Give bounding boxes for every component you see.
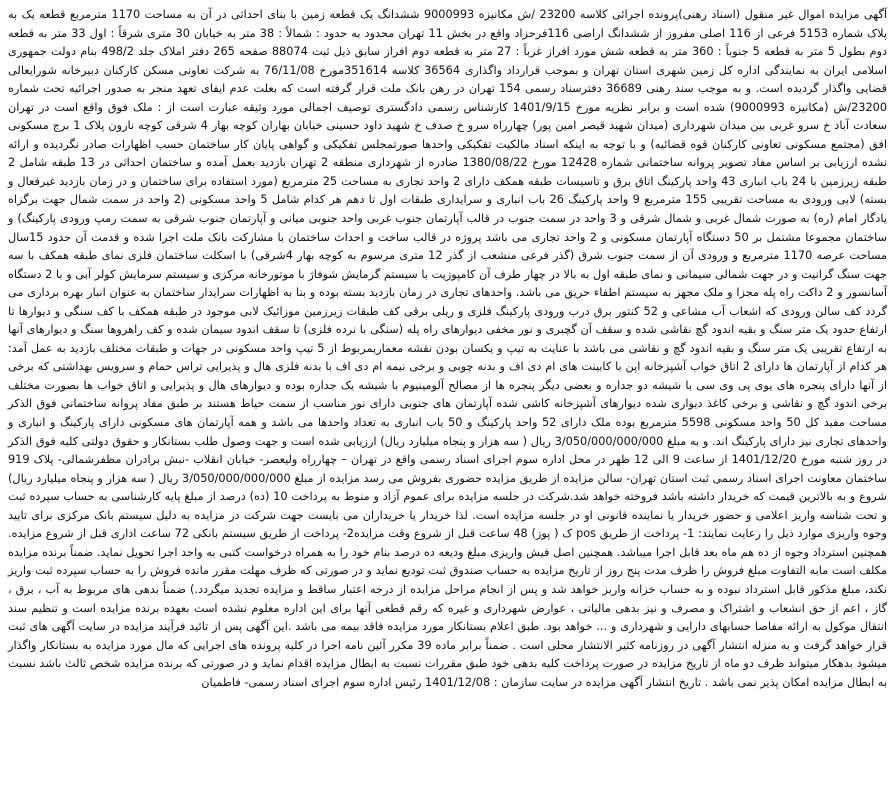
auction-notice-text: آگهی مزایده اموال غیر منقول (اسناد رهنی)پرونده اجرائی کلاسه 23200 /ش مکانیزه 9000993 ششدانگ یک قطعه زمین با بنای احداثی در آن به مساحت 1170 مترمربع قطعه یک به پلاک شماره 5153 فرعی از 116 اصلی مفروز از ششدانگ اراضی 116فرحزاد واقع در بخش 11 تهران محدود به حدود : شمالاً : 38 متر به خیابان 30 متری شرقاً : اول 33 متر به قطعه دوم بطول 5 متر به قطعه 5 جنوباً : 360 متر به قطعه شش مورد افراز غرباً : 27 متر به قطعه دوم افراز سابق ذیل ثبت 88074 صفحه 265 دفتر املاک جلد 498/2 بنام دولت جمهوری اسلامی ایران به نمایندگی اداره کل زمین شهری استان تهران و بموجب قرارداد واگذاری 36564 کلاسه 351614مورخ 76/11/08 به شرکت تعاونی مسکن کارکنان دبیرخانه شورایعالی قضایی واگذار گردیده است. و به موجب سند رهنی 36689 دفترسناد رسمی 154 تهران در رهن بانک ملت قرار گرفته است که بعلت عدم ایفای تعهد منجر به صدور اجرائیه تحت شماره 23200/ش (مکانیزه 9000993) شده است و برابر نظریه مورخ 1401/9/15 کارشناس رسمی دادگستری توصیف اجمالی مورد وثیقه عبارت است از : ملک فوق واقع است در تهران سعادت آباد خ سرو غربی بین میدان شهرداری (میدان شهید قیصر امین پور) چهارراه سرو خ صدف خ شهید داود حسینی خیابان بهاران کوچه بهار 4 شرقی کوچه نارون پلاک 1 برج مسکونی افق (مجتمع مسکونی تعاونی کارکنان قوه قضائیه) و با توجه به اینکه اسناد مالکیت تفکیکی واحدها صورتمجلس تفکیکی و گواهی پایان کار ساختمان حسب اظهارات صادر نگردیده و ارائه نشده ارزیابی بر اساس مفاد تصویر پروانه ساختمانی شماره 12428 مورخ 1380/08/22 صادره از شهرداری منطقه 2 تهران بازدید بعمل آمده و ساختمان احداثی در 13 طبقه شامل 2 طبقه زیرزمین با 24 باب انباری 43 واحد پارکینگ اتاق برق و تاسیسات طبقه همکف دارای 2 واحد تجاری به مساحت 25 مترمربع (مورد استفاده برای ساختمان و در زمان بازدید غیرفعال و بسته) لابی ورودی به مساحت تقریبی 155 مترمربع 9 واحد پارکینگ 26 باب انباری و سرایداری طبقات اول تا دهم هر کدام شامل 5 واحد مسکونی (2 واحد در سمت شمال جهت برگزاه یادگار امام (ره) به صورت شمال غربی و شمال شرقی و 3 واحد در سمت جنوب در قالب آپارتمان جنوب غربی واحد جنوبی میانی و آپارتمان جنوب شرقی به سمت رمپ ورودی پارکینگ) و ساختمان مجموعا مشتمل بر 50 دستگاه آپارتمان مسکونی و 2 واحد تجاری می باشد پروژه در قالب ساخت و احداث ساختمان با مشارکت بانک ملت اجرا شده و قدمت آن حدود 15سال مساحت عرصه 1170 مترمربع و ورودی آن از سمت جنوب شرق (گذر فرعی منشعب از گذر 12 متری مرسوم به کوچه بهار 4شرقی) با اسکلت ساختمان فلزی نمای طبقه همکف با سه جهت سنگ گرانیت و در جهت شمالی سیمانی و نمای طبقه اول به بالا در چهار طرف آن کامپوزیت با سیستم گرمایش شوفاژ با موتورخانه مرکزی و سیستم سرمایش کولر آبی و با 2 دستگاه آسانسور و 2 داکت راه پله مجزا و ملک مجهز به سیستم اطفاء حریق می باشد. واحدهای تجاری در زمان بازدید بسته بوده و بنا به اظهارات سرایدار ساختمان به عنوان انبار بهره برداری می گردد کف سالن ورودی که اشعاب آب مشاعی و 52 کنتور برق درب ورودی پارکینگ فلزی و ریلی برقی کف طبقات زیرزمین موزائیک لابی موجود در طبقه همکف با کف سنگی و دیوارها تا ارتفاع حدود یک متر سنگ و بقیه اندود گچ نقاشی شده و سقف آن گچبری و نور مخفی دیوارهای راه پله (سنگی با نرده فلزی) تا سقف اندود سیمان شده و کف راهروها سنگ و دیوارهای آنها به ارتفاع تقریبی یک متر سنگ و بقیه اندود گچ و نقاشی می باشد با عنایت به تیپ و یکسان بودن نقشه معماریمربوط از 5 تیپ واحد مسکونی در جهات و طبقات مختلف بازدید به عمل آمد: هر کدام از آپارتمان ها دارای 2 اتاق خواب آشپزخانه اپن با کابینت های ام دی اف و بدنه چوبی و برخی نیمه ام دی اف با بدنه فلزی هال و پذیرایی تراس حمام و سرویس بهداشتی که برخی از آنها دارای پنجره های یوی پی وی سی با شیشه دو جداره و بعضی دیگر پنجره ها از مصالح آلومینیوم با شیشه یک جداره بوده و دیوارهای هال و پذیرایی و اتاق خواب ها بصورت مختلف برخی اندود گچ و نقاشی و برخی کاغذ دیواری شده دیوارهای آشپزخانه کاشی شده آپارتمان های جنوبی دارای نور مناسب از سمت حیاط هستند بر طبق مفاد پروانه ساختمانی فوق الذکر مساحت مفید کل 50 واحد مسکونی 5598 مترمربع بوده ملک دارای 52 واحد پارکینگ و 50 باب انباری به تعداد واحدها می باشد و همه آپارتمان های مسکونی دارای پارکینگ و انباری و واحدهای تجاری نیز دارای پارکینگ اند. و به مبلغ 3/050/000/000/000 ریال ( سه هزار و پنجاه میلیارد ریال) ارزیابی شده است و جهت وصول طلب بستانکار و حقوق دولتی کلیه فوق الذکر در روز شنبه مورخ 1401/12/20 از ساعت 9 الی 12 ظهر در محل اداره سوم اجرای اسناد رسمی واقع در تهران – چهارراه ولیعصر- خیابان انقلاب -نبش برادران مظفرشمالی- پلاک 919 ساختمان معاونت اجرای اسناد رسمی ثبت استان تهران- سالن مزایده از طریق مزایده حضوری بفروش می رسد مزایده از مبلغ 3/050/000/000/000 ریال ( سه هزار و پنجاه میلیارد ریال) شروع و به بالاترین قیمت که خریدار داشته باشد فروخته خواهد شد.شرکت در جلسه مزایده برای عموم آزاد و منوط به پرداخت 10 (ده) درصد از مبلغ پایه کارشناسی به حساب سپرده ثبت و تحت شناسه واریز اعلامی و حضور خریدار یا نماینده قانونی او در جلسه مزایده است. لذا خریدار یا خریداران می بایست جهت شرکت در مزایده به دلیل سیستم بانک مرکزی برای تایید وجوه واریزی موارد ذیل را رعایت نمایند: 1- پرداخت از طریق pos ک ( پوز) 48 ساعت قبل از شروع وقت مزایده2- پرداخت از طریق سیستم بانکی 72 ساعت اداری قبل از شروع مزایده. همچنین استرداد وجوه از ده هم ماه بعد قابل اجرا میباشد. همچنین اصل فیش واریزی مبلغ ودیعه ده درصد بنام خود را به همراه درخواست کتبی به واحد اجرا تحویل نماید. ضمناً برنده مزایده مکلف است مابه التفاوت مبلغ فروش را ظرف مدت پنج روز از تاریخ مزایده به حساب صندوق ثبت تودیع نماید و در صورتی که ظرف مهلت مقرر مانده فروش را به حساب سپرده ثبت واریز نکند، مبلغ مذکور قابل استرداد نبوده و به حساب خزانه واریز خواهد شد و پس از انجام مراحل مزایده از درجه اعتبار ساقط و مزایده تجدید میگردد.) ضمناً بدهی های مربوط به آب ، برق ، گاز ، اعم از حق انشعاب و اشتراک و مصرف و نیز بدهی مالیاتی ، عوارض شهرداری و غیره که رقم قطعی آنها برای این اداره معلوم نشده است بعهده برنده مزایده است و تنظیم سند انتقال موکول به ارائه مفاصا حسابهای دارایی و شهرداری و ... خواهد بود. طبق اعلام بستانکار مورد مزایده فاقد بیمه می باشد .این آگهی پس از تائید فرآیند مزایده در سایت آگهی های ثبت قرار خواهد گرفت و به منزله انتشار آگهی در روزنامه کثیر الانتشار محلی است . ضمناً برابر ماده 39 مکرر آئین نامه اجرا در کلیه پرونده های اجرایی که مال مورد مزایده به بستانکار واگذار میشود بدهکار میتواند ظرف دو ماه از تاریخ مزایده در صورت پرداخت کلیه بدهی خود طبق مقررات نسبت به ابطال مزایده اقدام نماید و در صورتی که برنده مزایده شخص ثالث باشد نسبت به ابطال مزایده امکان پذیر نمی باشد . تاریخ انتشار آگهی مزایده در سایت سازمان : 1401/12/08 رئیس اداره سوم اجرای اسناد رسمی- فاطمیان <box>8 8 888 689</box>
